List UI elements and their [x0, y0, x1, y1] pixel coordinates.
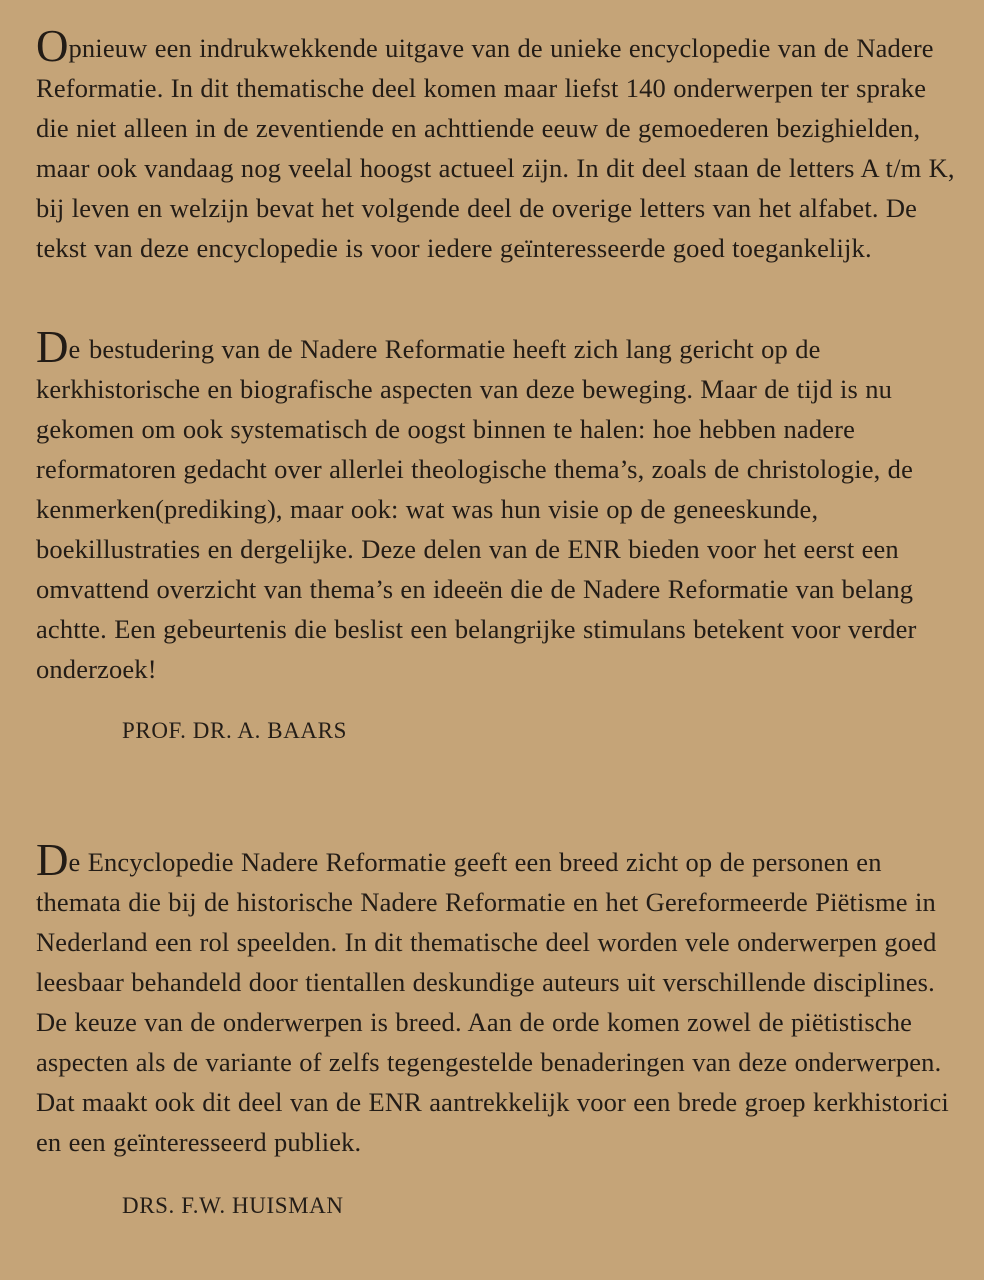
- blurb-first-word-remainder: e: [68, 334, 82, 364]
- attribution-baars: PROF. DR. A. BAARS: [122, 718, 347, 743]
- blurb-body-text: bestudering van de Nadere Reformatie heeft zich lang gericht op de kerkhistorische en biografische aspecten van deze beweging. Maar de tijd is nu gekomen om ook systematisch de oogst binnen te halen: hoe hebben nadere reformatoren gedacht over allerlei theologische thema’s, zoals de christologie, de kenmerken(prediking), maar ook: wat was hun visie op de geneeskunde, boekillustraties en dergelijke. Deze delen van de ENR bieden voor het eerst een omvattend overzicht van thema’s en ideeën die de Nadere Reformatie van belang achtte. Een gebeurtenis die beslist een belangrijke stimulans betekent voor verder onderzoek!: [36, 334, 917, 684]
- blurb-paragraph-bestudering: [36, 268, 966, 689]
- blurb-first-word-remainder: pnieuw: [68, 33, 148, 63]
- dropcap-letter-d-first: D: [36, 322, 69, 372]
- blurb-body-text: een indrukwekkende uitgave van de unieke encyclopedie van de Nadere Reformatie. In dit thematische deel komen maar liefst 140 onderwerpen ter sprake die niet alleen in de zeventiende en achttiende eeuw de gemoederen bezighielden, maar ook vandaag nog veelal hoogst actueel zijn. In dit deel staan de letters A t/m K, bij leven en welzijn bevat het volgende deel de overige letters van het alfabet. De tekst van deze encyclopedie is voor iedere geïnteresseerde goed toegankelijk.: [36, 33, 955, 263]
- blurb-content-column: [36, 0, 966, 1222]
- attribution-huisman: DRS. F.W. HUISMAN: [122, 1193, 344, 1218]
- dropcap-letter-d-second: D: [36, 835, 69, 885]
- section-divider-spacer: [36, 747, 966, 781]
- blurb-first-word-remainder: e: [68, 847, 81, 877]
- dropcap-letter-o: O: [36, 21, 69, 71]
- blurb-body-text: Encyclopedie Nadere Reformatie geeft een breed zicht op de personen en themata die bij de historische Nadere Reformatie en het Gereformeerde Piëtisme in Nederland een rol speelden. In dit thematische deel worden vele onderwerpen goed leesbaar behandeld door tientallen deskundige auteurs uit verschillende disciplines. De keuze van de onderwerpen is breed. Aan de orde komen zowel de piëtistische aspecten als de variante of zelfs tegengestelde benaderingen van deze onderwerpen. Dat maakt ook dit deel van de ENR aantrekkelijk voor een brede groep kerkhistorici en een geïnteresseerd publiek.: [36, 847, 949, 1157]
- blurb-paragraph-encyclopedie: [36, 781, 966, 1162]
- blurb-paragraph-opnieuw: [36, 0, 966, 268]
